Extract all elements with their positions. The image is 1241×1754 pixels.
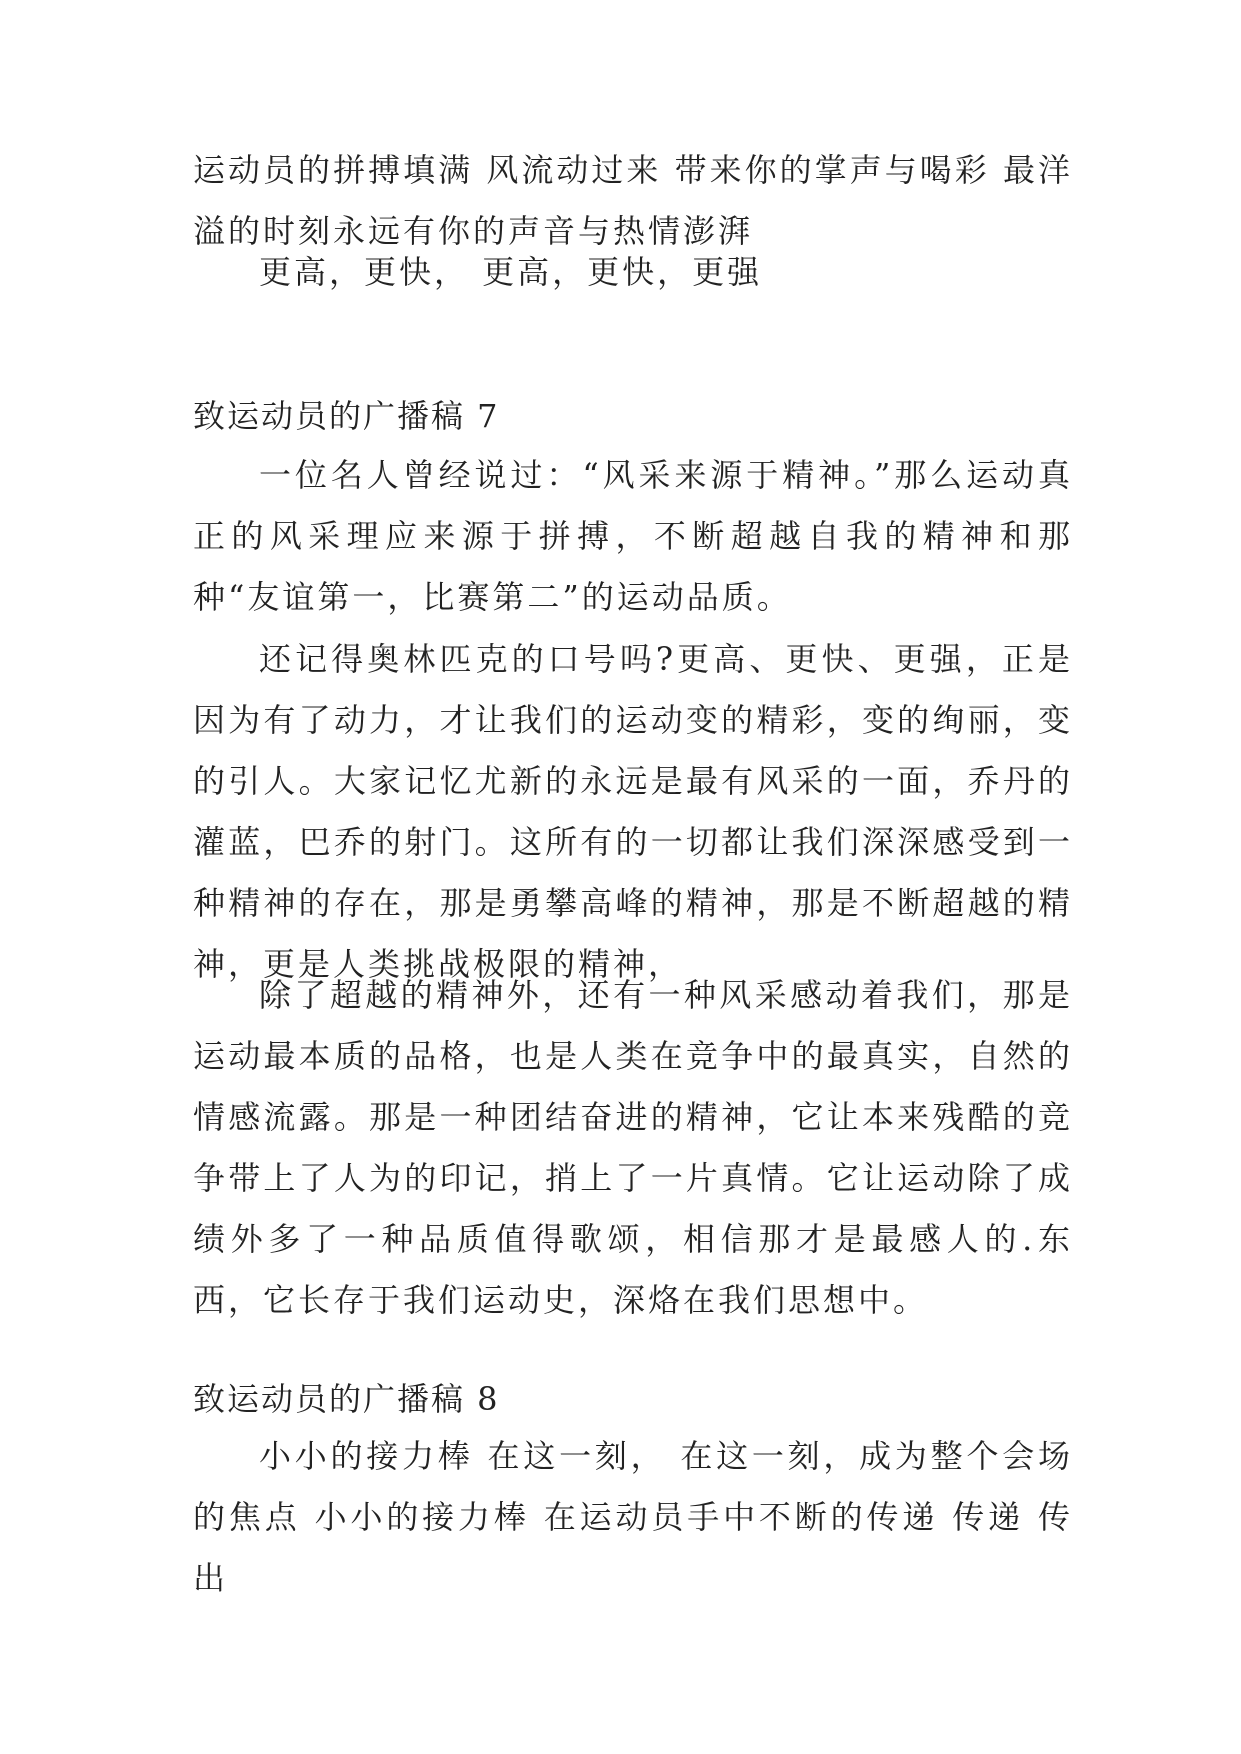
paragraph-3: 一位名人曾经说过：“风采来源于精神。”那么运动真正的风采理应来源于拼搏，不断超越自我的精神和那种“友谊第一，比赛第二”的运动品质。 [193, 456, 1073, 616]
paragraph-4: 还记得奥林匹克的口号吗?更高、更快、更强，正是因为有了动力，才让我们的运动变的精彩，变的绚丽，变的引人。大家记忆尤新的永远是最有风采的一面，乔丹的灌蓝，巴乔的射门。这所有的一切都让我们深深感受到一种精神的存在，那是勇攀高峰的精神，那是不断超越的精神，更是人类挑战极限的精神， [193, 640, 1073, 983]
section-heading-7: 致运动员的广播稿 7 [193, 397, 500, 435]
paragraph-2: 更高，更快， 更高，更快，更强 [259, 253, 763, 291]
section-heading-8: 致运动员的广播稿 8 [193, 1380, 500, 1418]
paragraph-1: 运动员的拼搏填满 风流动过来 带来你的掌声与喝彩 最洋溢的时刻永远有你的声音与热情澎湃 [193, 151, 1073, 250]
paragraph-5: 除了超越的精神外，还有一种风采感动着我们，那是运动最本质的品格，也是人类在竞争中的最真实，自然的情感流露。那是一种团结奋进的精神，它让本来残酷的竞争带上了人为的印记，捎上了一片真情。它让运动除了成绩外多了一种品质值得歌颂，相信那才是最感人的.东西，它长存于我们运动史，深烙在我们思想中。 [193, 976, 1073, 1319]
paragraph-6: 小小的接力棒 在这一刻， 在这一刻，成为整个会场的焦点 小小的接力棒 在运动员手中不断的传递 传递 传出 [193, 1437, 1073, 1597]
